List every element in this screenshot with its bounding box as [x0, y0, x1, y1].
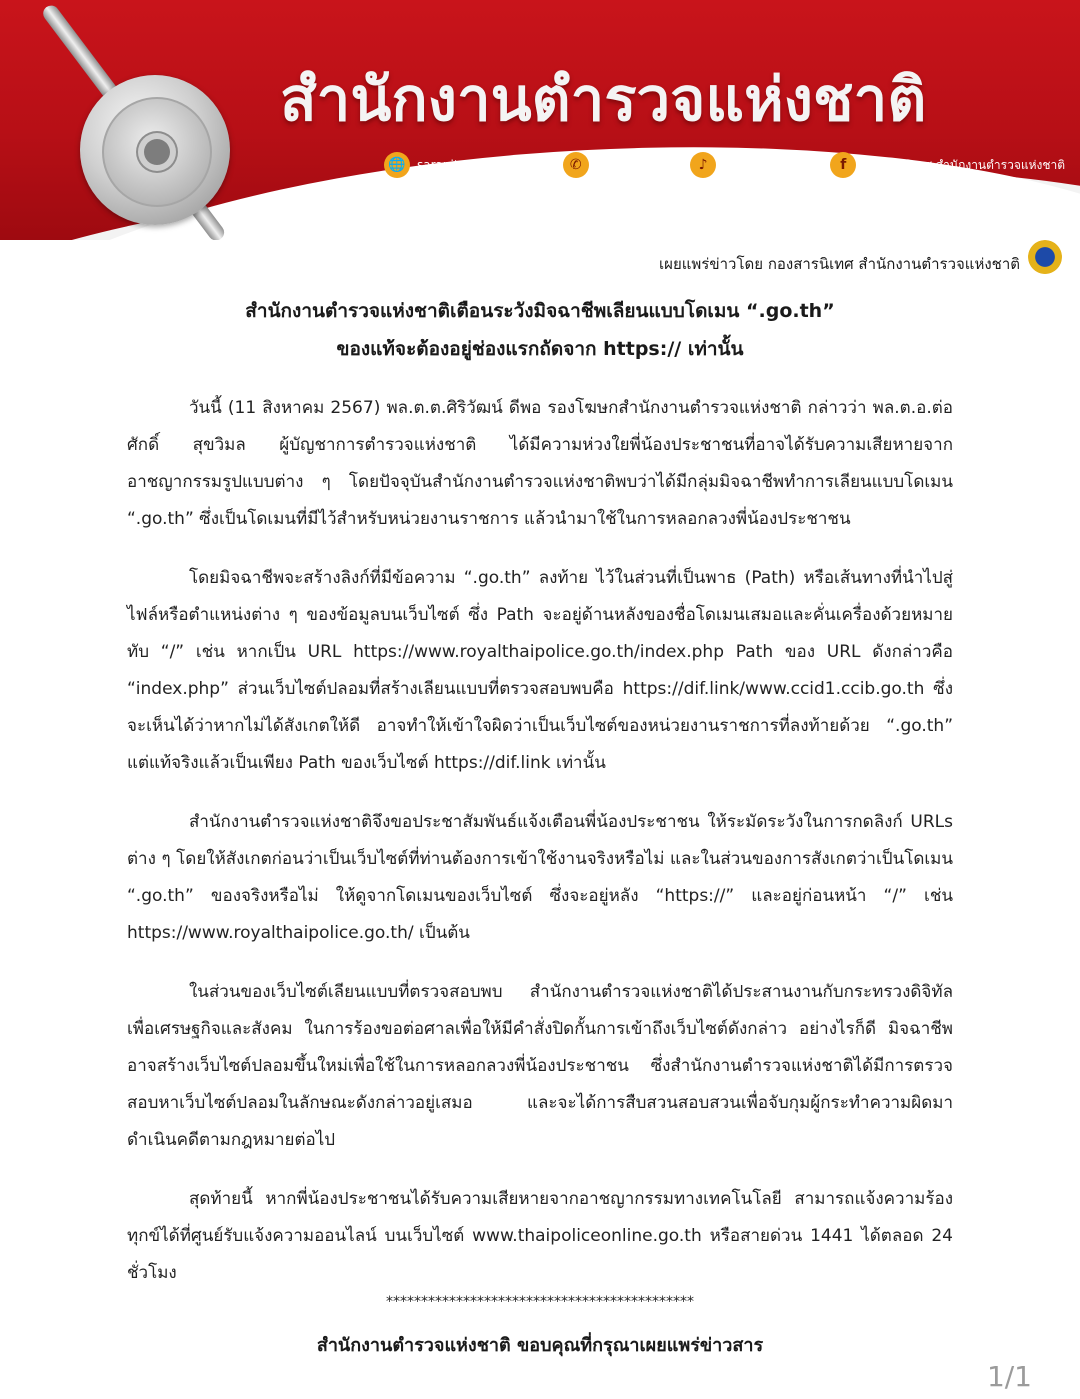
contact-website[interactable]: [384, 152, 545, 178]
separator: ********************************************: [386, 1294, 694, 1310]
page-indicator: 1/1: [986, 1360, 1032, 1393]
contact-phone[interactable]: [563, 152, 672, 178]
article-body: [127, 390, 953, 1314]
header-banner: [0, 0, 1080, 240]
phone-icon: ✆: [563, 152, 589, 178]
police-emblem-icon: [1028, 240, 1062, 274]
paragraph-5: สุดท้ายนี้ หากพี่น้องประชาชนได้รับความเสียหายจากอาชญากรรมทางเทคโนโลยี สามารถแจ้งความร้องทุกข์ได้ที่ศูนย์รับแจ้งความออนไลน์ บนเว็บไซต์ www.thaipoliceonline.go.th หรือสายด่วน 1441 ได้ตลอด 24 ชั่วโมง: [127, 1189, 953, 1283]
tiktok-icon: ♪: [690, 152, 716, 178]
headline: [0, 292, 1080, 368]
contact-website-text: saranitet.police.go.th: [417, 158, 545, 172]
contact-facebook-text: กองสารนิเทศ สำนักงานตำรวจแห่งชาติ: [863, 157, 1066, 172]
closing-line: สำนักงานตำรวจแห่งชาติ ขอบคุณที่กรุณาเผยแพร่ข่าวสาร: [316, 1335, 764, 1356]
paragraph-4: ในส่วนของเว็บไซต์เลียนแบบที่ตรวจสอบพบ สำนักงานตำรวจแห่งชาติได้ประสานงานกับกระทรวงดิจิทัลเพื่อเศรษฐกิจและสังคม ในการร้องขอต่อศาลเพื่อให้มีคำสั่งปิดกั้นการเข้าถึงเว็บไซต์ดังกล่าว อย่างไรก็ดี มิจฉาชีพอาจสร้างเว็บไซต์ปลอมขึ้นใหม่เพื่อใช้ในการหลอกลวงพี่น้องประชาชน ซึ่งสำนักงานตำรวจแห่งชาติได้มีการตรวจสอบหาเว็บไซต์ปลอมในลักษณะดังกล่าวอยู่เสมอ และจะได้การสืบสวนสอบสวนเพื่อจับกุมผู้กระทำความผิดมาดำเนินคดีตามกฎหมายต่อไป: [127, 982, 953, 1150]
seal-inner-ring: [102, 97, 212, 207]
headline-line-2: ของแท้จะต้องอยู่ช่องแรกถัดจาก https:// เท่านั้น: [336, 338, 744, 360]
contact-tiktok-text: saranitetpolice: [723, 158, 813, 172]
globe-icon: 🌐: [384, 152, 410, 178]
contact-phone-text: 02 252 9887: [595, 158, 673, 172]
headline-line-1: สำนักงานตำรวจแห่งชาติเตือนระวังมิจฉาชีพเลียนแบบโดเมน “.go.th”: [245, 300, 835, 322]
facebook-icon: f: [830, 152, 856, 178]
paragraph-2: โดยมิจฉาชีพจะสร้างลิงก์ที่มีข้อความ “.go.th” ลงท้าย ไว้ในส่วนที่เป็นพาธ (Path) หรือเส้นทางที่นำไปสู่ไฟล์หรือตำแหน่งต่าง ๆ ของข้อมูลบนเว็บไซต์ ซึ่ง Path จะอยู่ด้านหลังของชื่อโดเมนเสมอและคั่นเครื่องด้วยหมายทับ “/” เช่น หากเป็น URL https://www.royalthaipolice.go.th/index.php Path ของ URL ดังกล่าวคือ “index.php” ส่วนเว็บไซต์ปลอมที่สร้างเลียนแบบที่ตรวจสอบพบคือ https://dif.link/www.ccid1.ccib.go.th ซึ่งจะเห็นได้ว่าหากไม่ได้สังเกตให้ดี อาจทำให้เข้าใจผิดว่าเป็นเว็บไซต์ของหน่วยงานราชการที่ลงท้ายด้วย “.go.th” แต่แท้จริงแล้วเป็นเพียง Path ของเว็บไซต์ https://dif.link เท่านั้น: [127, 568, 953, 773]
contact-row: [384, 150, 1080, 180]
contact-tiktok[interactable]: [690, 152, 812, 178]
publisher-line: เผยแพร่ข่าวโดย กองสารนิเทศ สำนักงานตำรวจแห่งชาติ: [659, 255, 1020, 273]
seal-flower-icon: [144, 139, 170, 165]
banner-title: สำนักงานตำรวจแห่งชาติ: [280, 65, 927, 135]
paragraph-1: วันนี้ (11 สิงหาคม 2567) พล.ต.ต.ศิริวัฒน์ ดีพอ รองโฆษกสำนักงานตำรวจแห่งชาติ กล่าวว่า พล.ต.อ.ต่อศักดิ์ สุขวิมล ผู้บัญชาการตำรวจแห่งชาติ ได้มีความห่วงใยพี่น้องประชาชนที่อาจได้รับความเสียหายจากอาชญากรรมรูปแบบต่าง ๆ โดยปัจจุบันสำนักงานตำรวจแห่งชาติพบว่าได้มีกลุ่มมิจฉาชีพทำการเลียนแบบโดเมน “.go.th” ซึ่งเป็นโดเมนที่มีไว้สำหรับหน่วยงานราชการ แล้วนำมาใช้ในการหลอกลวงพี่น้องประชาชน: [127, 398, 953, 529]
contact-facebook[interactable]: [830, 152, 1065, 178]
paragraph-3: สำนักงานตำรวจแห่งชาติจึงขอประชาสัมพันธ์แจ้งเตือนพี่น้องประชาชน ให้ระมัดระวังในการกดลิงก์ URLs ต่าง ๆ โดยให้สังเกตก่อนว่าเป็นเว็บไซต์ที่ท่านต้องการเข้าใช้งานจริงหรือไม่ และในส่วนของการสังเกตว่าเป็นโดเมน “.go.th” ของจริงหรือไม่ ให้ดูจากโดเมนของเว็บไซต์ ซึ่งจะอยู่หลัง “https://” และอยู่ก่อนหน้า “/” เช่น https://www.royalthaipolice.go.th/ เป็นต้น: [127, 812, 953, 943]
police-seal-logo: [80, 75, 230, 225]
